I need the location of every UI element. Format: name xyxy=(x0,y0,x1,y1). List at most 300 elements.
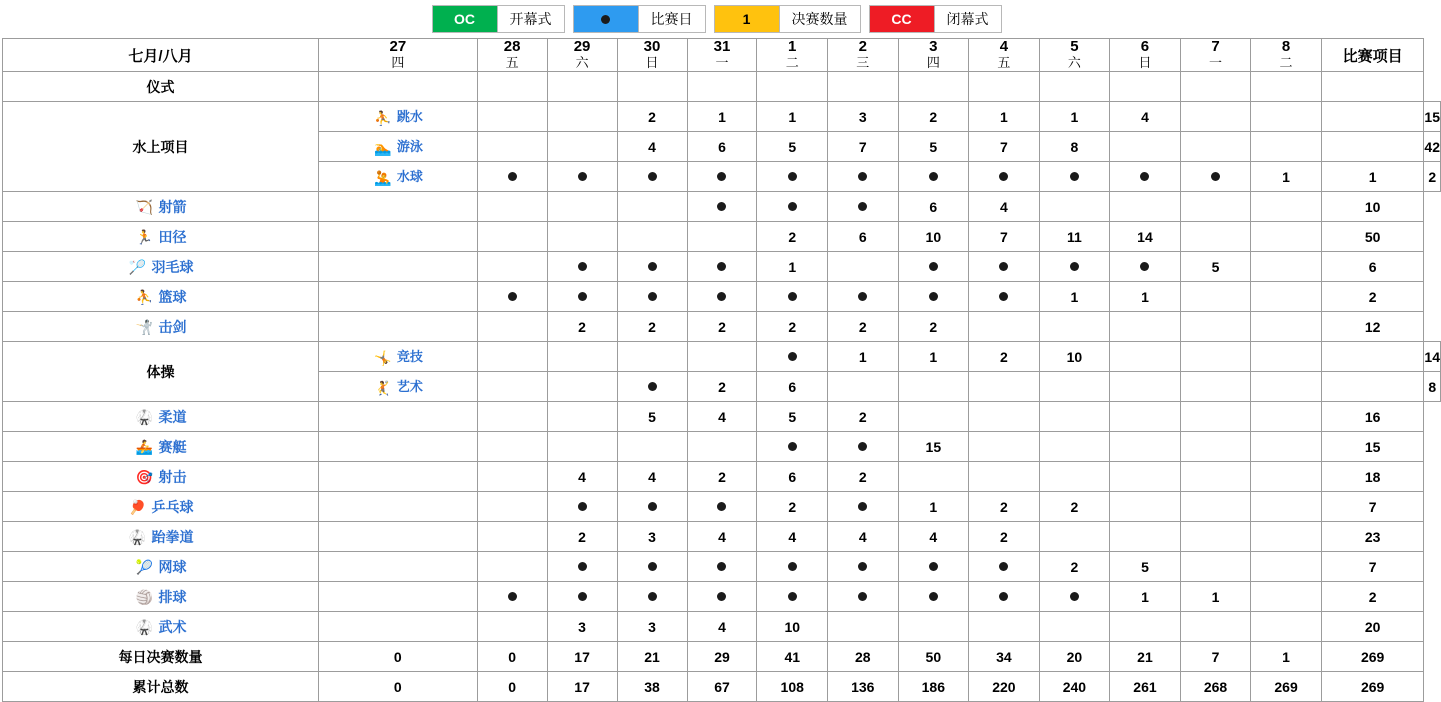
cell-empty xyxy=(969,462,1040,492)
tabletennis-icon: 🏓 xyxy=(128,499,147,516)
cell-finals-count: 1 xyxy=(898,342,969,372)
daily-finals-value: 21 xyxy=(617,642,687,672)
cell-empty xyxy=(1321,372,1424,402)
cell-competition-day xyxy=(969,252,1040,282)
cell-competition-day xyxy=(617,552,687,582)
row-label-射击: 🎯 射击 xyxy=(3,462,319,492)
cell-competition-day xyxy=(687,282,757,312)
cell-empty xyxy=(477,402,547,432)
cell-finals-count: 3 xyxy=(617,522,687,552)
tennis-icon: 🎾 xyxy=(135,559,154,576)
cell-empty xyxy=(1251,192,1322,222)
competition-day-dot-icon xyxy=(858,592,867,601)
cumulative-finals-value: 136 xyxy=(828,672,899,702)
cell-empty xyxy=(319,522,478,552)
cell-competition-day xyxy=(828,432,899,462)
cumulative-finals-value: 268 xyxy=(1180,672,1251,702)
cell-finals-count: 6 xyxy=(757,462,828,492)
cell-finals-count: 6 xyxy=(828,222,899,252)
table-row-ceremony xyxy=(3,72,1441,102)
cell-finals-count: 2 xyxy=(687,462,757,492)
cell-empty xyxy=(828,252,899,282)
cell-finals-count: 5 xyxy=(757,132,828,162)
legend-label-oc: 开幕式 xyxy=(498,5,565,33)
cell-empty xyxy=(1039,372,1110,402)
cell-finals-count: 8 xyxy=(1039,132,1110,162)
row-label-跆拳道: 🥋 跆拳道 xyxy=(3,522,319,552)
legend-label-fin: 决赛数量 xyxy=(780,5,861,33)
legend-label-cc: 闭幕式 xyxy=(935,5,1002,33)
cell-finals-count: 4 xyxy=(687,612,757,642)
cell-finals-count: 1 xyxy=(1039,282,1110,312)
cell-closing-ceremony: 闭幕式 xyxy=(1251,72,1322,102)
cell-empty xyxy=(1180,372,1251,402)
cell-competition-day xyxy=(898,162,969,192)
cell-competition-day xyxy=(547,162,617,192)
legend-item-day xyxy=(573,5,714,33)
cell-empty xyxy=(477,522,547,552)
competition-day-dot-icon xyxy=(578,502,587,511)
cell-empty xyxy=(319,582,478,612)
cell-empty xyxy=(1180,612,1251,642)
cell-finals-count: 6 xyxy=(898,192,969,222)
cell-empty xyxy=(319,252,478,282)
header-date-30: 30 日 xyxy=(617,39,687,72)
cell-competition-day xyxy=(898,282,969,312)
basketball-icon: ⛹ xyxy=(135,289,154,306)
cell-empty xyxy=(757,72,828,102)
table-row-柔道 xyxy=(3,402,1441,432)
cell-empty xyxy=(477,102,547,132)
cell-empty xyxy=(1180,522,1251,552)
cell-empty xyxy=(1180,222,1251,252)
cell-competition-day xyxy=(547,582,617,612)
cell-empty xyxy=(1251,342,1322,372)
cell-finals-count: 6 xyxy=(687,132,757,162)
competition-day-dot-icon xyxy=(788,442,797,451)
row-label-水球: 🤽 水球 xyxy=(319,162,478,192)
table-header xyxy=(3,39,1441,72)
cell-finals-count: 2 xyxy=(1039,492,1110,522)
cell-competition-day xyxy=(617,372,687,402)
cell-competition-day xyxy=(617,282,687,312)
cell-empty xyxy=(1251,492,1322,522)
cell-empty xyxy=(319,222,478,252)
competition-day-dot-icon xyxy=(1140,172,1149,181)
cell-empty xyxy=(1039,312,1110,342)
cell-empty xyxy=(969,432,1040,462)
cell-empty xyxy=(617,342,687,372)
competition-day-dot-icon xyxy=(999,292,1008,301)
rowing-icon: 🚣 xyxy=(135,439,154,456)
cell-finals-count: 1 xyxy=(1039,102,1110,132)
cell-finals-count: 2 xyxy=(969,522,1040,552)
cell-empty xyxy=(687,432,757,462)
cell-empty xyxy=(969,372,1040,402)
competition-day-dot-icon xyxy=(999,262,1008,271)
cell-empty xyxy=(687,342,757,372)
cell-finals-count: 11 xyxy=(1039,222,1110,252)
row-total-篮球: 2 xyxy=(1321,282,1424,312)
cell-empty xyxy=(319,192,478,222)
header-date-7: 7 一 xyxy=(1180,39,1251,72)
cell-empty xyxy=(1180,102,1251,132)
cell-empty xyxy=(1110,432,1181,462)
row-total-网球: 7 xyxy=(1321,552,1424,582)
cell-competition-day xyxy=(898,252,969,282)
cell-competition-day xyxy=(687,192,757,222)
cell-empty xyxy=(898,402,969,432)
daily-finals-value: 7 xyxy=(1180,642,1251,672)
cell-competition-day xyxy=(617,582,687,612)
cell-empty xyxy=(1321,342,1424,372)
daily-finals-value: 20 xyxy=(1039,642,1110,672)
cell-empty xyxy=(319,552,478,582)
row-label-cumulative-finals: 累计总数 xyxy=(3,672,319,702)
cell-finals-count: 4 xyxy=(617,462,687,492)
cell-competition-day xyxy=(687,582,757,612)
competition-day-dot-icon xyxy=(858,172,867,181)
daily-finals-value: 17 xyxy=(547,642,617,672)
competition-day-dot-icon xyxy=(578,262,587,271)
cumulative-finals-grand-total: 269 xyxy=(1321,672,1424,702)
competition-day-dot-icon xyxy=(929,592,938,601)
cell-competition-day xyxy=(547,282,617,312)
cell-empty xyxy=(547,342,617,372)
cell-empty xyxy=(617,72,687,102)
cell-competition-day xyxy=(969,282,1040,312)
cell-empty xyxy=(547,132,617,162)
cell-finals-count: 2 xyxy=(687,372,757,402)
cell-empty xyxy=(1180,312,1251,342)
cell-competition-day xyxy=(1039,252,1110,282)
cell-empty xyxy=(1110,132,1181,162)
competition-day-dot-icon xyxy=(788,292,797,301)
header-total-label: 比赛项目 xyxy=(1321,39,1424,72)
cell-empty xyxy=(477,552,547,582)
cell-competition-day xyxy=(1110,252,1181,282)
legend-item-cc xyxy=(869,5,1010,33)
cell-competition-day xyxy=(757,342,828,372)
cumulative-finals-value: 108 xyxy=(757,672,828,702)
artistic-gym-icon: 🤸 xyxy=(374,349,392,366)
cell-empty xyxy=(828,612,899,642)
cell-finals-count: 2 xyxy=(828,462,899,492)
cell-competition-day xyxy=(687,162,757,192)
cell-competition-day xyxy=(969,162,1040,192)
cell-finals-count: 5 xyxy=(1110,552,1181,582)
athletics-icon: 🏃 xyxy=(135,229,154,246)
cell-empty xyxy=(1110,492,1181,522)
cell-empty xyxy=(1251,372,1322,402)
competition-day-dot-icon xyxy=(648,292,657,301)
competition-day-dot-icon xyxy=(1070,592,1079,601)
cell-empty xyxy=(477,192,547,222)
cell-competition-day xyxy=(1039,162,1110,192)
cell-competition-day xyxy=(1039,582,1110,612)
cell-empty xyxy=(1321,102,1424,132)
table-row-竞技 xyxy=(3,342,1441,372)
competition-day-dot-icon xyxy=(788,352,797,361)
cell-empty xyxy=(1251,462,1322,492)
row-total-羽毛球: 6 xyxy=(1321,252,1424,282)
cell-finals-count: 2 xyxy=(547,312,617,342)
row-label-武术: 🥋 武术 xyxy=(3,612,319,642)
daily-finals-value: 21 xyxy=(1110,642,1181,672)
competition-day-dot-icon xyxy=(929,172,938,181)
cell-competition-day xyxy=(828,282,899,312)
cell-empty xyxy=(1251,282,1322,312)
competition-day-dot-icon xyxy=(717,262,726,271)
competition-day-dot-icon xyxy=(999,562,1008,571)
cell-finals-count: 4 xyxy=(687,522,757,552)
cell-competition-day xyxy=(757,192,828,222)
row-label-篮球: ⛹ 篮球 xyxy=(3,282,319,312)
row-group-label-体操: 体操 xyxy=(3,342,319,402)
table-row-cumulative-finals xyxy=(3,672,1441,702)
legend-key-fin: 1 xyxy=(714,5,780,33)
competition-day-dot-icon xyxy=(601,15,610,24)
cell-finals-count: 4 xyxy=(687,402,757,432)
cell-empty xyxy=(319,312,478,342)
diving-icon: ⛹ xyxy=(374,109,392,126)
cell-competition-day xyxy=(828,552,899,582)
row-label-竞技: 🤸 竞技 xyxy=(319,342,478,372)
cell-finals-count: 1 xyxy=(969,102,1040,132)
cell-competition-day xyxy=(757,552,828,582)
cumulative-finals-value: 0 xyxy=(319,672,478,702)
cell-competition-day xyxy=(969,582,1040,612)
competition-day-dot-icon xyxy=(858,502,867,511)
cell-finals-count: 2 xyxy=(687,312,757,342)
competition-day-dot-icon xyxy=(717,592,726,601)
cell-finals-count: 4 xyxy=(828,522,899,552)
cell-finals-count: 2 xyxy=(757,492,828,522)
competition-day-dot-icon xyxy=(648,592,657,601)
cell-empty xyxy=(969,612,1040,642)
competition-day-dot-icon xyxy=(999,592,1008,601)
cumulative-finals-value: 186 xyxy=(898,672,969,702)
cell-empty xyxy=(617,432,687,462)
competition-day-dot-icon xyxy=(1140,262,1149,271)
cell-competition-day xyxy=(547,552,617,582)
cell-competition-day xyxy=(617,252,687,282)
header-month-label: 七月/八月 xyxy=(3,39,319,72)
cell-finals-count: 1 xyxy=(1180,582,1251,612)
cell-finals-count: 14 xyxy=(1110,222,1181,252)
cell-empty xyxy=(477,492,547,522)
cell-empty xyxy=(1251,402,1322,432)
daily-finals-value: 41 xyxy=(757,642,828,672)
cell-finals-count: 2 xyxy=(1039,552,1110,582)
cell-empty xyxy=(687,222,757,252)
cell-competition-day xyxy=(757,582,828,612)
competition-day-dot-icon xyxy=(717,172,726,181)
cell-empty xyxy=(617,222,687,252)
cell-empty xyxy=(1251,132,1322,162)
cell-empty xyxy=(1039,432,1110,462)
daily-finals-value: 0 xyxy=(319,642,478,672)
cell-empty xyxy=(1110,72,1181,102)
cell-finals-count: 4 xyxy=(547,462,617,492)
cell-competition-day xyxy=(757,282,828,312)
cell-empty xyxy=(1251,222,1322,252)
row-total-跆拳道: 23 xyxy=(1321,522,1424,552)
cell-empty xyxy=(898,612,969,642)
competition-day-dot-icon xyxy=(578,592,587,601)
archery-icon: 🏹 xyxy=(135,199,154,216)
competition-day-dot-icon xyxy=(717,502,726,511)
cell-empty xyxy=(1039,522,1110,552)
rhythmic-gym-icon: 🤾 xyxy=(374,379,392,396)
cell-finals-count: 2 xyxy=(757,312,828,342)
swimming-icon: 🏊 xyxy=(374,139,392,156)
competition-day-dot-icon xyxy=(648,262,657,271)
competition-day-dot-icon xyxy=(578,172,587,181)
cell-finals-count: 5 xyxy=(617,402,687,432)
cell-empty xyxy=(1110,342,1181,372)
row-label-柔道: 🥋 柔道 xyxy=(3,402,319,432)
cell-competition-day xyxy=(969,552,1040,582)
competition-day-dot-icon xyxy=(717,292,726,301)
cell-empty xyxy=(547,192,617,222)
cell-finals-count: 7 xyxy=(828,132,899,162)
table-row-射击 xyxy=(3,462,1441,492)
legend-item-fin xyxy=(714,5,869,33)
row-total-艺术: 8 xyxy=(1424,372,1441,402)
table-body xyxy=(3,72,1441,642)
daily-finals-value: 50 xyxy=(898,642,969,672)
cell-empty xyxy=(319,72,478,102)
table-row-daily-finals xyxy=(3,642,1441,672)
cell-finals-count: 10 xyxy=(898,222,969,252)
taekwondo-icon: 🥋 xyxy=(128,529,147,546)
header-date-2: 2 三 xyxy=(828,39,899,72)
cell-empty xyxy=(1251,522,1322,552)
cumulative-finals-value: 0 xyxy=(477,672,547,702)
cell-empty xyxy=(828,72,899,102)
row-label-乒乓球: 🏓 乒乓球 xyxy=(3,492,319,522)
table-row-跳水 xyxy=(3,102,1441,132)
cell-empty xyxy=(1110,462,1181,492)
daily-finals-value: 34 xyxy=(969,642,1040,672)
cell-competition-day xyxy=(477,582,547,612)
cell-finals-count: 4 xyxy=(969,192,1040,222)
fencing-icon: 🤺 xyxy=(135,319,154,336)
competition-day-dot-icon xyxy=(648,172,657,181)
cell-empty xyxy=(477,342,547,372)
cell-finals-count: 2 xyxy=(828,312,899,342)
cell-empty xyxy=(547,372,617,402)
competition-day-dot-icon xyxy=(929,562,938,571)
cell-empty xyxy=(1180,492,1251,522)
cumulative-finals-value: 269 xyxy=(1251,672,1322,702)
cell-empty xyxy=(477,252,547,282)
legend-label-day: 比赛日 xyxy=(639,5,706,33)
cell-finals-count: 1 xyxy=(757,252,828,282)
cell-empty xyxy=(969,402,1040,432)
cell-empty xyxy=(547,402,617,432)
cell-empty xyxy=(547,222,617,252)
cell-empty xyxy=(1251,312,1322,342)
cell-empty xyxy=(477,432,547,462)
cell-competition-day xyxy=(687,552,757,582)
competition-day-dot-icon xyxy=(858,442,867,451)
competition-day-dot-icon xyxy=(929,262,938,271)
competition-day-dot-icon xyxy=(788,172,797,181)
row-label-排球: 🏐 排球 xyxy=(3,582,319,612)
cell-competition-day xyxy=(757,432,828,462)
cell-competition-day xyxy=(547,252,617,282)
table-row-击剑 xyxy=(3,312,1441,342)
competition-day-dot-icon xyxy=(508,292,517,301)
competition-day-dot-icon xyxy=(717,202,726,211)
cell-competition-day xyxy=(617,492,687,522)
competition-day-dot-icon xyxy=(578,292,587,301)
cell-competition-day xyxy=(1110,162,1181,192)
header-date-28: 28 五 xyxy=(477,39,547,72)
cell-finals-count: 1 xyxy=(828,342,899,372)
competition-day-dot-icon xyxy=(929,292,938,301)
daily-finals-value: 29 xyxy=(687,642,757,672)
table-footer xyxy=(3,642,1441,702)
cell-finals-count: 5 xyxy=(1180,252,1251,282)
header-date-4: 4 五 xyxy=(969,39,1040,72)
cell-empty xyxy=(477,132,547,162)
cumulative-finals-value: 67 xyxy=(687,672,757,702)
row-total-柔道: 16 xyxy=(1321,402,1424,432)
cell-competition-day xyxy=(757,162,828,192)
cell-empty xyxy=(477,462,547,492)
daily-finals-value: 1 xyxy=(1251,642,1322,672)
cell-empty xyxy=(1039,402,1110,432)
cell-empty xyxy=(477,612,547,642)
competition-day-dot-icon xyxy=(788,202,797,211)
cell-empty xyxy=(1180,432,1251,462)
cell-finals-count: 6 xyxy=(757,372,828,402)
cell-empty xyxy=(1251,432,1322,462)
competition-day-dot-icon xyxy=(788,562,797,571)
cell-finals-count: 3 xyxy=(617,612,687,642)
row-label-游泳: 🏊 游泳 xyxy=(319,132,478,162)
competition-day-dot-icon xyxy=(788,592,797,601)
cell-empty xyxy=(477,222,547,252)
cell-finals-count: 4 xyxy=(617,132,687,162)
cell-empty xyxy=(1110,402,1181,432)
cell-empty xyxy=(1110,522,1181,552)
badminton-icon: 🏸 xyxy=(128,259,147,276)
cell-competition-day xyxy=(477,282,547,312)
cell-empty xyxy=(1180,132,1251,162)
legend-key-day xyxy=(573,5,639,33)
competition-day-dot-icon xyxy=(858,202,867,211)
cell-finals-count: 2 xyxy=(969,492,1040,522)
row-total-赛艇: 15 xyxy=(1321,432,1424,462)
volleyball-icon: 🏐 xyxy=(135,589,154,606)
header-date-29: 29 六 xyxy=(547,39,617,72)
table-row-网球 xyxy=(3,552,1441,582)
cell-competition-day xyxy=(828,162,899,192)
cell-opening-ceremony: 开幕式 xyxy=(477,72,547,102)
competition-day-dot-icon xyxy=(717,562,726,571)
row-total-竞技: 14 xyxy=(1424,342,1441,372)
cell-empty xyxy=(319,492,478,522)
cell-finals-count: 3 xyxy=(828,102,899,132)
cell-empty xyxy=(617,192,687,222)
cell-empty xyxy=(477,312,547,342)
row-total-击剑: 12 xyxy=(1321,312,1424,342)
cell-finals-count: 1 xyxy=(1110,582,1181,612)
